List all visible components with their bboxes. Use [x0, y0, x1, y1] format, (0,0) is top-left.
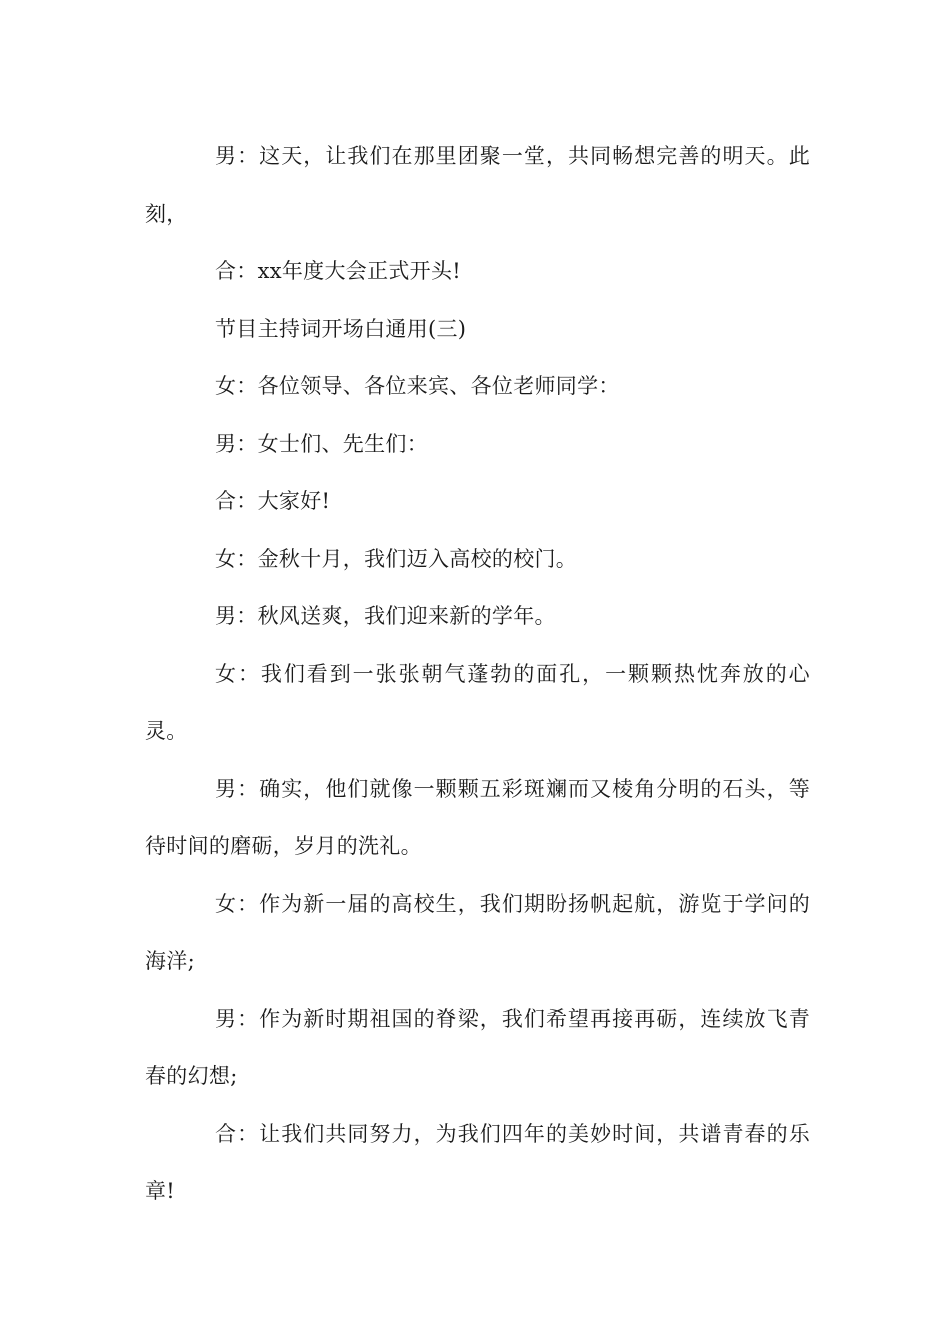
paragraph-together-youth: 合：让我们共同努力，为我们四年的美妙时间，共谱青春的乐章! [145, 1121, 810, 1203]
paragraph-male-new-year: 男：秋风送爽，我们迎来新的学年。 [215, 604, 556, 628]
paragraph-male-backbone: 男：作为新时期祖国的脊梁，我们希望再接再砺，连续放飞青春的幻想; [145, 1006, 810, 1088]
paragraph-together-hello: 合：大家好! [215, 489, 331, 513]
paragraph-female-autumn: 女：金秋十月，我们迈入高校的校门。 [215, 546, 578, 571]
paragraph-female-faces: 女：我们看到一张张朝气蓬勃的面孔，一颗颗热忱奔放的心灵。 [145, 661, 810, 743]
paragraph-male-stones: 男：确实，他们就像一颗颗五彩斑斓而又棱角分明的石头，等待时间的磨砺，岁月的洗礼。 [145, 776, 810, 858]
paragraph-female-greeting-leaders: 女：各位领导、各位来宾、各位老师同学： [215, 374, 620, 398]
paragraph-male-greeting-ladies: 男：女士们、先生们： [215, 431, 428, 456]
paragraph-together-meeting-start: 合：xx年度大会正式开头! [215, 259, 462, 283]
paragraph-female-sail: 女：作为新一届的高校生，我们期盼扬帆起航，游览于学问的海洋; [145, 891, 810, 973]
section-heading: 节目主持词开场白通用(三) [215, 316, 467, 341]
document-body [145, 128, 810, 1221]
paragraph-male-today-gather: 男：这天，让我们在那里团聚一堂，共同畅想完善的明天。此刻， [145, 144, 810, 226]
